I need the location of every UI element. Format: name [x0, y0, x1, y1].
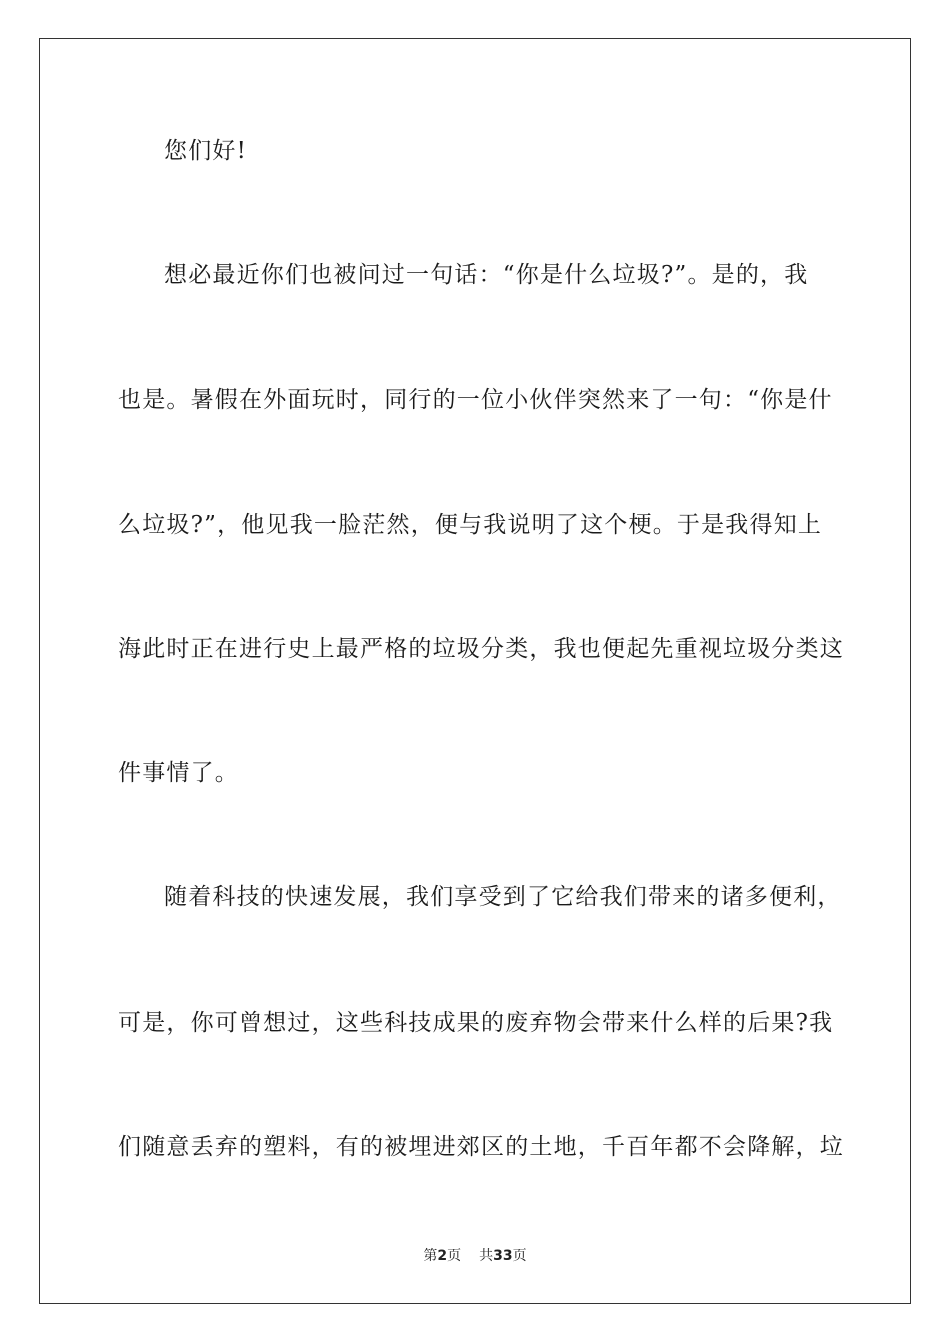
paragraph-line: 么垃圾?”，他见我一脸茫然，便与我说明了这个梗。于是我得知上 — [118, 512, 823, 538]
total-pages: 33 — [493, 1248, 513, 1264]
page-number: 2 — [437, 1248, 448, 1264]
greeting-line: 您们好! — [164, 138, 248, 164]
paragraph-line: 可是，你可曾想过，这些科技成果的废弃物会带来什么样的后果?我 — [118, 1010, 834, 1036]
page-footer — [0, 1247, 950, 1265]
page-suffix: 页 — [447, 1248, 462, 1264]
paragraph-line: 们随意丢弃的塑料，有的被埋进郊区的土地，千百年都不会降解，垃 — [118, 1134, 844, 1160]
page-border — [39, 38, 911, 1304]
total-prefix: 共 — [479, 1248, 494, 1264]
page-prefix: 第 — [423, 1248, 438, 1264]
paragraph-line: 也是。暑假在外面玩时，同行的一位小伙伴突然来了一句：“你是什 — [118, 387, 833, 413]
paragraph-line: 海此时正在进行史上最严格的垃圾分类，我也便起先重视垃圾分类这 — [118, 636, 844, 662]
total-suffix: 页 — [512, 1248, 527, 1264]
paragraph-line: 想必最近你们也被问过一句话：“你是什么垃圾?”。是的，我 — [164, 262, 809, 288]
paragraph-line: 件事情了。 — [118, 760, 239, 786]
paragraph-line: 随着科技的快速发展，我们享受到了它给我们带来的诸多便利， — [164, 884, 842, 910]
